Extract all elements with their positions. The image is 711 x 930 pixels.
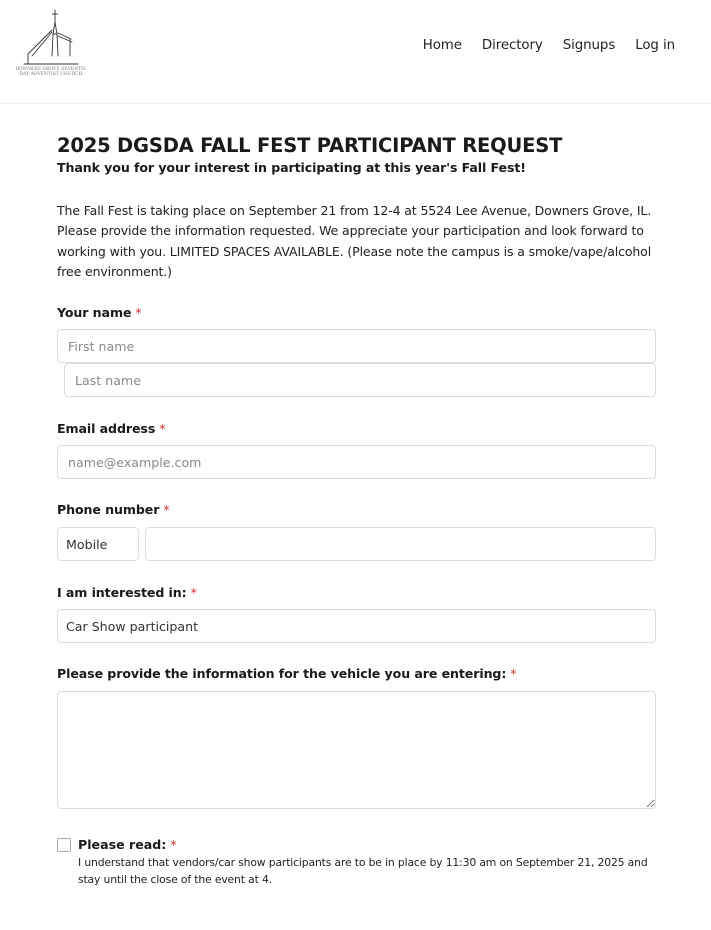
first-name-input[interactable] — [57, 329, 656, 363]
event-description: The Fall Fest is taking place on September 21 from 12-4 at 5524 Lee Avenue, Downers Grove, IL. Please provide the information requested. We appreciate your participation and look forward to working with you. LIMITED SPACES AVAILABLE. (Please note the campus is a smoke/vape/alcohol free environment.) — [57, 203, 652, 280]
required-marker: * — [190, 585, 197, 600]
phone-label-text: Phone number — [57, 502, 160, 517]
interest-select[interactable]: Car Show participant — [57, 609, 656, 643]
logo-caption: DOWNERS GROVE SEVENTH-DAY ADVENTIST CHURCH — [15, 67, 87, 77]
email-label — [57, 421, 165, 436]
page-subtitle: Thank you for your interest in participating at this year's Fall Fest! — [57, 160, 526, 175]
vehicle-label-text: Please provide the information for the vehicle you are entering: — [57, 666, 507, 681]
nav-signups[interactable]: Signups — [562, 38, 616, 53]
vehicle-info-textarea[interactable] — [57, 691, 656, 809]
page-title: 2025 DGSDA FALL FEST PARTICIPANT REQUEST — [57, 134, 563, 157]
name-label — [57, 305, 142, 320]
nav-directory[interactable]: Directory — [481, 38, 543, 53]
phone-type-select[interactable]: Mobile — [57, 527, 139, 561]
nav-home[interactable]: Home — [422, 38, 462, 53]
required-marker: * — [170, 837, 177, 852]
email-label-text: Email address — [57, 421, 156, 436]
required-marker: * — [163, 502, 170, 517]
interest-label-text: I am interested in: — [57, 585, 187, 600]
site-header — [0, 0, 711, 104]
phone-number-input[interactable] — [145, 527, 656, 561]
main-nav — [423, 38, 675, 53]
last-name-input[interactable] — [64, 363, 656, 397]
agreement-text: I understand that vendors/car show participants are to be in place by 11:30 am on September 21, 2025 and stay until the close of the event at 4. — [78, 856, 648, 886]
church-logo[interactable] — [14, 8, 88, 78]
required-marker: * — [135, 305, 142, 320]
agreement-label — [78, 837, 177, 852]
name-label-text: Your name — [57, 305, 132, 320]
agreement-label-text: Please read: — [78, 837, 167, 852]
required-marker: * — [510, 666, 517, 681]
church-steeple-icon — [14, 8, 88, 68]
nav-login[interactable]: Log in — [635, 38, 675, 53]
email-input[interactable] — [57, 445, 656, 479]
interest-label — [57, 585, 197, 600]
required-marker: * — [159, 421, 166, 436]
agreement-checkbox[interactable] — [57, 838, 71, 852]
phone-label — [57, 502, 170, 517]
vehicle-label — [57, 666, 517, 681]
